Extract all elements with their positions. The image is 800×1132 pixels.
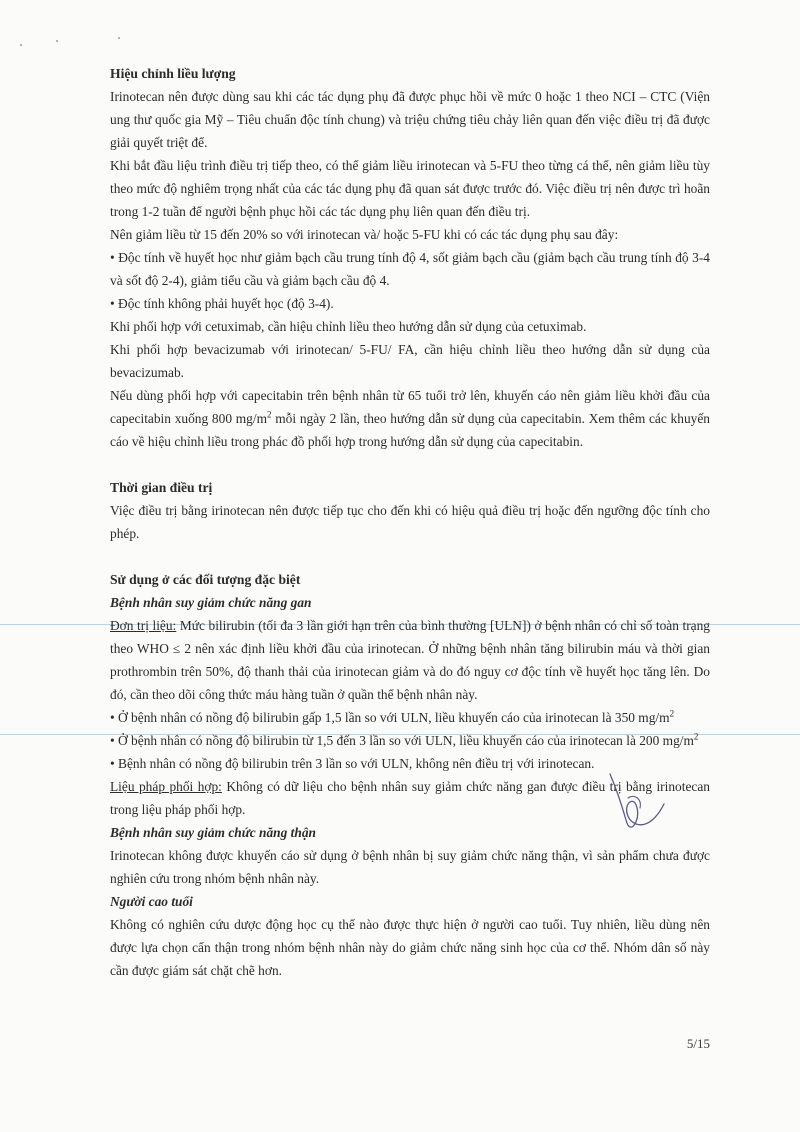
document-body: [110, 62, 710, 982]
paragraph: Khi bắt đầu liệu trình điều trị tiếp theo, có thể giảm liều irinotecan và 5-FU theo từng cá thể, nên giảm liều tùy theo mức độ nghiêm trọng nhất của các tác dụng phụ đã quan sát được trước đó. Việc điều trị nên được trì hoãn trong 1-2 tuần để người bệnh phục hồi các tác dụng phụ liên quan đến điều trị.: [110, 158, 710, 219]
spacer: [110, 545, 710, 568]
paragraph: Không có nghiên cứu dược động học cụ thể nào được thực hiện ở người cao tuổi. Tuy nhiên, liều dùng nên được lựa chọn cẩn thận trong nhóm bệnh nhân này do giảm chức năng sinh học của cơ thể. Nhóm dân số này cần được giám sát chặt chẽ hơn.: [110, 917, 710, 978]
text-run: • Ở bệnh nhân có nồng độ bilirubin gấp 1,5 lần so với ULN, liều khuyến cáo của irinotecan là 350 mg/m: [110, 710, 670, 725]
text-run: • Ở bệnh nhân có nồng độ bilirubin từ 1,5 đến 3 lần so với ULN, liều khuyến cáo của irinotecan là 200 mg/m: [110, 733, 694, 748]
paragraph: [110, 614, 710, 706]
paragraph: Nên giảm liều từ 15 đến 20% so với irinotecan và/ hoặc 5-FU khi có các tác dụng phụ sau đây:: [110, 227, 619, 242]
scan-speck: [56, 40, 58, 42]
scan-speck: [20, 44, 22, 46]
paragraph: Khi phối hợp bevacizumab với irinotecan/ 5-FU/ FA, cần hiệu chỉnh liều theo hướng dẫn sử dụng của bevacizumab.: [110, 342, 710, 380]
handwritten-signature: [592, 768, 672, 838]
page-number: 5/15: [686, 1036, 710, 1051]
paragraph: [110, 384, 710, 453]
superscript: 2: [693, 731, 699, 742]
bullet-item: [110, 706, 710, 729]
underlined-label: Liệu pháp phối hợp:: [110, 779, 222, 794]
text-run: mỗi ngày 2 lần, theo hướng dẫn sử dụng của capecitabin. Xem thêm các khuyến cáo về hiệu chỉnh liều trong phác đồ phối hợp trong hướng dẫn sử dụng của capecitabin.: [110, 411, 710, 449]
subheading-hepatic: Bệnh nhân suy giảm chức năng gan: [110, 595, 312, 610]
subheading-renal: Bệnh nhân suy giảm chức năng thận: [110, 825, 316, 840]
bullet-item: [110, 729, 710, 752]
text-run: Không có dữ liệu cho bệnh nhân suy giảm chức năng gan được điều trị bằng irinotecan trong liệu pháp phối hợp.: [110, 779, 710, 817]
paragraph: Irinotecan không được khuyến cáo sử dụng ở bệnh nhân bị suy giảm chức năng thận, vì sản phẩm chưa được nghiên cứu trong nhóm bệnh nhân này.: [110, 848, 710, 886]
text-run: Mức bilirubin (tối đa 3 lần giới hạn trên của bình thường [ULN]) ở bệnh nhân có chỉ số toàn trạng theo WHO ≤ 2 nên xác định liều khởi đầu của irinotecan. Ở những bệnh nhân tăng bilirubin máu và thời gian prothrombin trên 50%, độ thanh thải của irinotecan giảm và do đó nguy cơ độc tính về huyết học tăng lên. Do đó, cần theo dõi công thức máu hàng tuần ở quần thể bệnh nhân này.: [110, 618, 711, 702]
text-run: Nếu dùng phối hợp với capecitabin trên bệnh nhân từ 65 tuổi trở lên, khuyến cáo nên giảm liều khởi đầu của capecitabin xuống 800 mg/m: [110, 388, 710, 426]
paragraph: Việc điều trị bằng irinotecan nên được tiếp tục cho đến khi có hiệu quả điều trị hoặc đến ngưỡng độc tính cho phép.: [110, 503, 710, 541]
bullet-item: • Độc tính về huyết học như giảm bạch cầu trung tính độ 4, sốt giảm bạch cầu (giảm bạch cầu trung tính độ 3-4 và sốt độ 2-4), giảm tiểu cầu và giảm bạch cầu độ 4.: [110, 250, 710, 288]
scan-speck: [118, 37, 120, 39]
section-heading-special-populations: Sử dụng ở các đối tượng đặc biệt: [110, 572, 301, 587]
paragraph: Irinotecan nên được dùng sau khi các tác dụng phụ đã được phục hồi về mức 0 hoặc 1 theo NCI – CTC (Viện ung thư quốc gia Mỹ – Tiêu chuẩn độc tính chung) và triệu chứng tiêu chảy liên quan đến việc điều trị đã được giải quyết triệt để.: [110, 89, 710, 150]
bullet-item: • Độc tính không phải huyết học (độ 3-4).: [110, 296, 334, 311]
paragraph: Khi phối hợp với cetuximab, cần hiệu chỉnh liều theo hướng dẫn sử dụng của cetuximab.: [110, 319, 587, 334]
bullet-item: • Bệnh nhân có nồng độ bilirubin trên 3 lần so với ULN, không nên điều trị với irinotecan.: [110, 756, 595, 771]
section-heading-dose-adjustment: Hiệu chỉnh liều lượng: [110, 66, 236, 81]
spacer: [110, 453, 710, 476]
superscript: 2: [267, 409, 272, 420]
underlined-label: Đơn trị liệu:: [110, 618, 177, 633]
section-heading-duration: Thời gian điều trị: [110, 480, 213, 495]
subheading-elderly: Người cao tuổi: [110, 894, 193, 909]
superscript: 2: [669, 708, 675, 719]
